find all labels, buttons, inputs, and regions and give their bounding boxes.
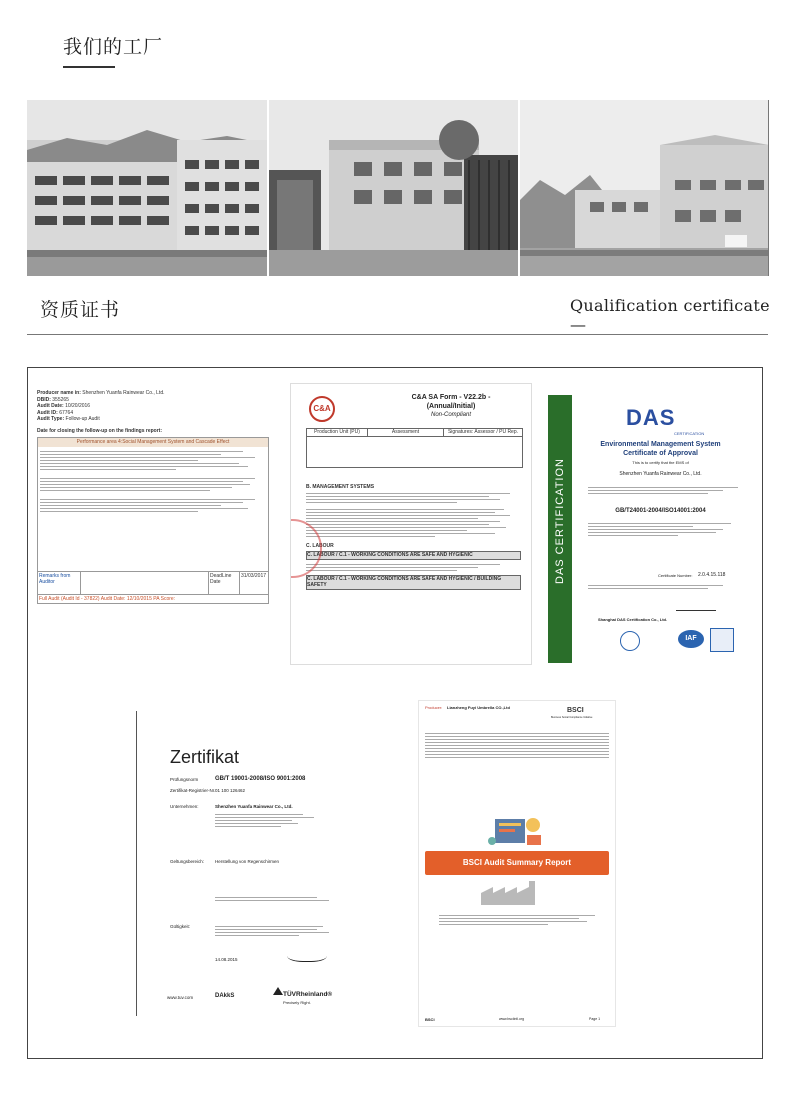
audit-illustration-icon [487, 811, 547, 851]
findings-text-block [38, 447, 268, 571]
company-label: Unternehmen: [170, 804, 199, 809]
audit-type-value: Follow-up Audit [65, 416, 100, 422]
labour-building-bar: C. LABOUR / C.1 - WORKING CONDITIONS ARE SAFE AND HYGIENIC / BUILDING SAFETY [306, 575, 521, 590]
qualification-title-en: Qualification certificate — [570, 296, 770, 334]
norm-value: GB/T 19001-2008/ISO 9001:2008 [215, 776, 306, 782]
ca-logo: C&A [309, 396, 335, 422]
das-signature [676, 600, 716, 611]
cnas-logo [620, 631, 640, 651]
cert-date: 14.08.2015 [215, 957, 238, 962]
accreditation-logo [710, 628, 734, 652]
das-title-1: Environmental Management System [600, 441, 721, 448]
das-logo-sub: CERTIFICATION [674, 431, 705, 436]
factory-gate-photo [269, 100, 518, 276]
audit-report-certificate [33, 385, 273, 660]
norm-label: Prüfungsnorm [170, 777, 199, 782]
tuv-brand-sub: Precisely Right. [283, 1000, 311, 1005]
dbid-label: DBID: [37, 396, 51, 403]
signatures-header: Signatures: Assessor / PU Rep. [443, 429, 522, 436]
das-cert-number-label: Certificate Number: [658, 573, 693, 578]
bsci-producer-label: Producer: [425, 705, 443, 710]
tuv-triangle-icon [273, 987, 283, 995]
das-logo: DAS [626, 405, 676, 430]
full-audit-footer: Full Audit (Audit Id - 37822) Audit Date: 12/10/2015 PA Score: [38, 594, 268, 604]
assessment-header: Assessment [367, 429, 443, 436]
producer-label: Producer name in: [37, 390, 81, 396]
das-subtitle: This is to certify that the EMS of [632, 460, 689, 465]
ca-form-status: Non-Compliant [430, 412, 472, 418]
reg-label: Zertifikat-Registrier-Nr. [170, 788, 216, 793]
follow-up-title: Date for closing the follow-up on the findings report: [37, 427, 162, 434]
ca-form-title: C&A SA Form - V22.2b - [411, 394, 491, 401]
audit-id-label: Audit ID: [37, 409, 58, 416]
dakks-logo: DAkkS [215, 993, 235, 999]
management-systems-heading: B. MANAGEMENT SYSTEMS [306, 484, 375, 490]
section-divider [27, 334, 768, 335]
bsci-producer-value: Lianzheng Fuyi Umbrella CO.,Ltd [447, 705, 510, 710]
audit-type-label: Audit Type: [37, 416, 65, 422]
bsci-website: www.bsciintl.org [499, 1017, 525, 1021]
zertifikat-title: Zertifikat [170, 747, 240, 767]
tuv-signature [287, 947, 327, 962]
labour-heading: C. LABOUR [306, 542, 334, 549]
audit-date-value: 10/20/2016 [65, 403, 91, 409]
tuv-brand: TÜVRheinland® [283, 991, 333, 998]
das-side-text: DAS CERTIFICATION [554, 458, 566, 584]
company-value: Shenzhen Yuanfa Rainwear Co., Ltd. [215, 804, 293, 809]
reg-value: 01 100 126462 [215, 788, 246, 793]
ca-form-subtitle: (Annual/Initial) [426, 403, 476, 410]
production-unit-header: Production Unit (PU) [314, 429, 360, 435]
tuv-zertifikat-certificate [136, 711, 357, 1016]
performance-area-header: Performance area 4:Social Management System and Cascade Effect [38, 438, 268, 447]
factory-building-photo [27, 100, 267, 276]
deadline-label: DeadLine Date [208, 572, 239, 594]
audit-id-value: 67764 [59, 409, 74, 416]
dbid-value: 355265 [52, 396, 69, 403]
bsci-page: Page 1 [589, 1017, 601, 1021]
das-title-2: Certificate of Approval [623, 450, 698, 457]
title-underline [63, 66, 115, 68]
iaf-logo: IAF [678, 630, 704, 648]
bsci-logo: BSCI [567, 707, 584, 714]
das-company: Shenzhen Yuanfa Rainwear Co., Ltd. [619, 471, 702, 477]
photo-edge-line [768, 100, 769, 276]
bsci-footer-logo: BSCI [425, 1017, 435, 1022]
ca-sa-form-certificate [290, 383, 532, 665]
deadline-value: 31/03/2017 [239, 572, 268, 594]
das-standard: GB/T24001-2004/ISO14001:2004 [615, 508, 706, 514]
scope-value: Herstellung von Regenschirmen [215, 859, 280, 864]
labour-bar: C. LABOUR / C.1 - WORKING CONDITIONS ARE SAFE AND HYGIENIC [306, 551, 521, 560]
factory-section-title: 我们的工厂 [63, 36, 164, 58]
producer-value: Shenzhen Yuanfa Rainwear Co., Ltd. [82, 390, 165, 396]
bsci-report-certificate [418, 700, 616, 1027]
das-cert-number: 2.0.4.15.118 [698, 572, 726, 578]
bsci-banner: BSCI Audit Summary Report [425, 851, 609, 875]
validity-label: Gültigkeit: [170, 924, 191, 929]
scope-label: Geltungsbereich: [170, 859, 205, 864]
tuv-website: www.tuv.com [167, 995, 194, 1000]
remarks-label: Remarks from Auditor [38, 572, 81, 594]
bsci-logo-sub: Business Social Compliance Initiative [551, 716, 593, 719]
das-certificate [548, 395, 746, 663]
factory-silhouette-icon [481, 881, 551, 905]
qualification-title-cn: 资质证书 [40, 299, 121, 321]
audit-date-label: Audit Date: [37, 403, 64, 409]
das-issuer: Shanghai DAS Certification Co., Ltd. [598, 617, 668, 622]
factory-warehouse-photo [520, 100, 769, 276]
